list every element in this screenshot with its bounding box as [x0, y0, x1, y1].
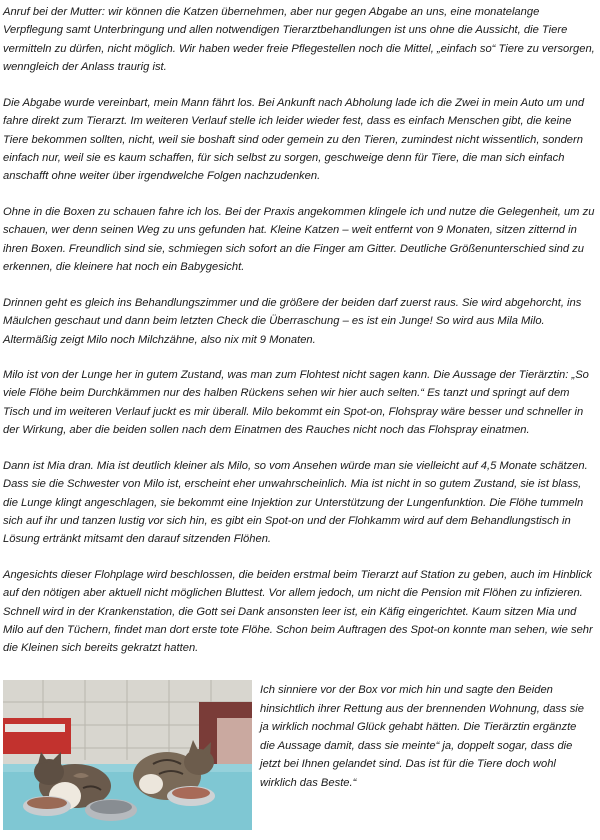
paragraph-flea-test: Milo ist von der Lunge her in gutem Zustand, was man zum Flohtest nicht sagen kann. Die Aussage der Tierärztin: „So viele Flöhe beim Durchkämmen nur des halben Rückens sehen wir hier auch selten.“ Es tanzt und springt auf dem Tisch und im weiteren Verlauf juckt es mir überall. Milo bekommt ein Spot-on, Flohspray wäre besser und schneller in der Wirkung, aber die beiden sollen nach dem Einatmen des Rauches nicht noch das Flohspray einatmen.: [3, 369, 589, 436]
paragraph-call-mother: Anruf bei der Mutter: wir können die Katzen übernehmen, aber nur gegen Abgabe an uns, eine monatelange Verpflegung samt Unterbringung und allen notwendigen Tierarztbehandlungen ist uns ohne die Aussicht, die Tiere vermitteln zu dürfen, nicht möglich. Wir haben weder freie Pflegestellen noch die Mittel, „einfach so“ Tiere zu versorgen, wenngleich der Anlass traurig ist.: [3, 6, 595, 73]
paragraph-station: Angesichts dieser Flohplage wird beschlossen, die beiden erstmal beim Tierarzt auf Station zu geben, auch im Hinblick auf den nötigen aber aktuell nicht möglichen Bluttest. Vor allem jedoch, um nicht die Pension mit Flöhen zu infizieren. Schnell wird in der Krankenstation, die Gott sei Dank ansonsten leer ist, ein Käfig eingerichtet. Kaum sitzen Mia und Milo auf den Tüchern, findet man dort erste tote Flöhe. Schon beim Auftragen des Spot-on konnte man sehen, wie sehr die Kleinen sich bereits gekratzt hatten.: [3, 569, 593, 655]
paragraph-mia-exam: Dann ist Mia dran. Mia ist deutlich kleiner als Milo, so vom Ansehen würde man sie vielleicht auf 4,5 Monate schätzen. Dass sie die Schwester von Milo ist, erscheint eher unwahrscheinlich. Mia ist nicht in so gutem Zustand, sie ist blass, die Lunge klingt angeschlagen, sie bekommt eine Injektion zur Unterstützung der Lungenfunktion. Die Flöhe tummeln sich auf ihr und tanzen lustig vor sich hin, es gibt ein Spot-on und der Flohkamm wird auf dem Behandlungstisch in Lösung ertränkt mitsamt den darauf sitzenden Flöhen.: [3, 460, 588, 546]
paragraph-arrival-practice: Ohne in die Boxen zu schauen fahre ich los. Bei der Praxis angekommen klingele ich und nutze die Gelegenheit, um zu schauen, wer denn seinen Weg zu uns gefunden hat. Kleine Katzen – weit entfernt von 9 Monaten, sitzen zitternd in ihren Boxen. Freundlich sind sie, schmiegen sich sofort an die Finger am Gitter. Deutliche Größenunterschied sind zu erkennen, die kleinere hat noch ein Babygesicht.: [3, 206, 595, 273]
paragraph-handover: Die Abgabe wurde vereinbart, mein Mann fährt los. Bei Ankunft nach Abholung lade ich die Zwei in mein Auto um und fahre direkt zum Tierarzt. Im weiteren Verlauf stelle ich leider wieder fest, dass es einfach Menschen gibt, die keine Tiere bekommen sollten, nicht, weil sie boshaft sind oder gemein zu den Tieren, zumindest nicht wissentlich, sondern einfach nur, weil sie es kaum schaffen, für sich selbst zu sorgen, geschweige denn für Tiere, die man sich einfach anschafft ohne weiter über irgendwelche Folgen nachzudenken.: [3, 97, 585, 183]
paragraph-reflection: Ich sinniere vor der Box vor mich hin und sagte den Beiden hinsichtlich ihrer Rettung aus der brennenden Wohnung, dass sie ja wirklich nochmal Glück gehabt hätten. Die Tierärztin ergänzte die Aussage damit, dass sie meinte“ ja, doppelt sogar, dass die jetzt bei Ihnen gelandet sind. Das ist für die Tiere doch wohl wirklich das Beste.“: [260, 684, 585, 789]
paragraph-milo-exam: Drinnen geht es gleich ins Behandlungszimmer und die größere der beiden darf zuerst raus. Sie wird abgehorcht, ins Mäulchen geschaut und dann beim letzten Check die Überraschung – es ist ein Junge! So wird aus Mila Milo. Altermäßig zeigt Milo noch Milchzähne, also nix mit 9 Monaten.: [3, 297, 582, 346]
photo-two-kittens-eating: [3, 680, 252, 830]
